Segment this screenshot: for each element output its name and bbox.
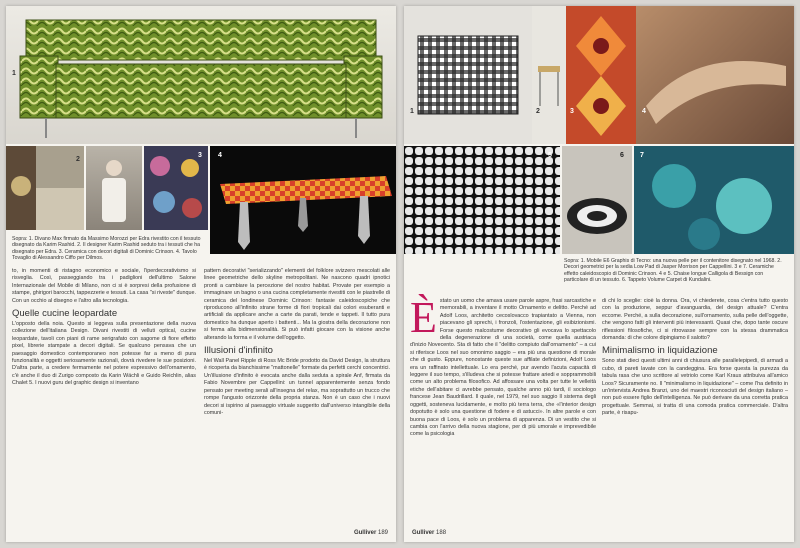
designer-figure [86, 146, 142, 230]
figure-number: 3 [570, 108, 574, 115]
paragraph: to, in momenti di ristagno economico e sociale, l'iperdecorativismo si risveglia. Così, passeggiando tra i padiglioni dell'ultimo Salone Internazionale del Mobile di Milano, non ci si è sorpresi della profusione di stampe, ghirigori barocchi, tappezzerie e tessuti. La casa "si riveste" dunque. Con un occhio al disegno e l'altro alla tecnologia. [12, 268, 196, 304]
magazine-name: Gulliver [412, 530, 435, 536]
table-illustration [210, 146, 396, 254]
page-number: 188 [436, 530, 447, 536]
right-column-2 [602, 298, 788, 530]
sofa-illustration [6, 6, 396, 144]
figure-number: 3 [198, 152, 202, 159]
figure-number: 7 [640, 152, 644, 159]
photo-designer [86, 146, 142, 230]
magazine-name: Gulliver [353, 530, 377, 536]
figure-number: 1 [12, 70, 16, 77]
photo-carpet [562, 146, 632, 254]
section-heading: Minimalismo in liquidazione [602, 345, 718, 357]
paragraph: L'opposto della noia. Questo si leggeva sulla presentazione della nuova collezione dell'italiana Design. Divani rivestiti di velluti optical, cucine leopardate, tavoli con piani di rame serigrafato con sagome di fiore effetto pixel, librerie stampate a decori digitali. Se qualcuno pensava che un paesaggio domestico contemporaneo non potesse far a meno di pura funzionalità e oggetti seriosamente razionali, dovrà rivedere le sue posizioni. D'altra parte, a credere fermamente nel potere espressivo dell'ornamento, c'è anche il duo di Zurigo composto da Karin Wächli e Guido Reichlin, alias Chalet 5. I nuovi guru del graphic design si inventano [12, 321, 196, 387]
photo-fabrics [6, 146, 84, 230]
figure-number: 2 [536, 108, 540, 115]
paragraph: Sono stati dieci questi ultimi anni di chiusura alle parallelepipedi, di armadi a cubo, di pareti lavate con la candeggina. Era forse questa la purezza da tabula rasa che uno scrittore al vetriolo come Karl Kraus attribuiva all'amico Loos? Sicuramente no. Il "minimalismo in liquidazione" – come l'ha definito in un'intervista Andrea Branzi, uno dei maestri riconosciuti del design italiano – non può essere figlio dell'intelligenza. Ne può derivare da una corretta pratica progettuale. Semmai, si tratta di una comoda pratica commerciale. D'altra parte, è risapu- [602, 358, 788, 417]
photo-cabinet [404, 6, 532, 144]
left-page [6, 6, 396, 542]
figure-number: 1 [410, 108, 414, 115]
section-heading: Illusioni d'infinito [204, 345, 273, 357]
photo-kaleidoscope [566, 6, 636, 144]
carpet-illustration [562, 146, 632, 254]
figure-number: 4 [218, 152, 222, 159]
photo-optical-fabric [404, 146, 560, 254]
cabinet-illustration [404, 6, 532, 144]
kaleidoscope-pattern [566, 6, 636, 144]
page-folio [354, 530, 388, 536]
fabric-swatches [6, 146, 84, 230]
drop-cap: È [410, 293, 437, 342]
paragraph: di chi lo sceglie: cioè la donna. Ora, vi chiederete, cosa c'entra tutto questo con la produzione, seppur d'avanguardia, del design attuale? C'entra eccome. Perché, a sulla decorazione, sull'ornamento, sulla pelle dell'oggette, che vengono fatti gli interventi più interessanti. Quasi che, dopo tante oscure riflessioni filosofiche, ci si ritrovasse sempre con la stessa drammatica domanda: di che colore dipingiamo il salotto? [602, 298, 788, 342]
chaise-illustration [636, 6, 794, 144]
photo-sofa [6, 6, 396, 144]
section-heading: Quelle cucine leopardate [12, 308, 118, 320]
optical-pattern [404, 146, 560, 254]
photo-chair [532, 6, 566, 144]
photo-chaise-longue [636, 6, 794, 144]
figure-number: 2 [76, 156, 80, 163]
figure-number: 6 [620, 152, 624, 159]
left-column-2 [204, 268, 390, 530]
photo-ceramic-blue [634, 146, 794, 254]
paragraph: pattern decorativi "serializzando" elementi del folklore svizzero mescolati alle linee geometriche dello skyline metropolitani. Ne nascono quadri ipnotici pronti a cambiare la percezione del nostro habitat. Provate per esempio a immaginare un bagno o una cucina completamente rivestiti con le piastrelle di ceramica del londinese Dominic Crinson: fantasie caleidoscopiche che riproducono all'infinito strane forme di fiori tropicali dai colori esuberanti e artificiali da applicare anche a carte da parati, tende e tappeti. Il tutto pura domestico ha dunque aperto i battenti... Ma la giostra della decorazione non si ferma alla bidimensionalità. Si può infatti giocare con la visione anche alterando la forma e il volume dell'oggetto. [204, 268, 390, 341]
right-column-1 [410, 293, 596, 530]
paragraph: Nel Wall Panel Ripple di Ross Mc Bride prodotto da David Design, la struttura è ricoperta da bianchissime "mattonelle" formate da perfetti cerchi concentrici. Un'illusione d'infinito è evocata anche dalla seduta a spirale Anf, firmata da Fabio Novembre per Cappellini: un tunnel apparentemente senza fondo pensato per meeting serali all'insegna del relax, ma soprattutto un trucco che rompe l'angusto orizzonte della propria stanza. Non è un caso che i nuovi decori si ispirino al paesaggio virtuale suggerito dall'universo intangibile della comuni- [204, 358, 390, 416]
left-column-1 [12, 268, 196, 530]
right-page [404, 6, 794, 542]
paragraph: stato un uomo che amava usare parole aspre, frasi sarcastiche e memorabili, a inventare il motto Ornamento e delitto. Perché ad Adolf Loos, architetto cecoslovacco trapiantato a Vienna, non piacevano gli sprechi, i fronzoli, l'ostentazione, gli esibizionismi. Forse questo malcostume decorativo gli evocava lo spettacolo della degenerazione di una società, come quella austriaca d'inizio Novecento. Sta di fatto che il "delitto compiuto dall'ornamento" – a cui si riferisce Loos nel suo omonimo saggio – era più una questione di morale che di gusto. Eppure, nonostante queste sue affilate definizioni, Adolf Loos era un raffinato intellettuale. Lo era perché, pur avendo l'acuta capacità di leggere il suo tempo, s'illudeva che si potesse frattare ariedi e sopprammobili come un alto problema filosofico. Ad affossare una volta per tutte le velleità etiche dell'abitare ci avrebbe pensato, qualche anno più tardi, il sociologo francese Jean Baudrillard. Il quale, nel 1979, nel suo saggio Il sistema degli oggetti, sosteneva lucidamente, e molto più terra terra, che «l'interior design dopotutto è solo una questione di fodere e di astucci». In altre parole e con buona pace di Loos, è solo un problema di apparenza. Di un vestito che si cambia con l'arrivo della nuova stagione, per di più umorale e imprevedibile come la psicologia [410, 298, 596, 438]
photo-table [210, 146, 396, 254]
caption: Sopra: 1. Mobile E6 Graphis di Tecno: una nuova pelle per il contenitore disegnato nel 1968. 2. Decori geometrici per la sedia Low Pad di Jasper Morrison per Cappellini. 3 e 7. Ceramiche effetto caleidoscopio di Dominic Crinson. 4 e 5. Chaise longue Calligola di Bessign con particolare di un tessuto. 6. Tappeto Volume Carpet di Kundalini. [564, 258, 782, 284]
page-number: 189 [377, 530, 388, 536]
figure-number: 5 [548, 152, 552, 159]
caption: Sopra: 1. Divano Max firmato da Massimo Morozzi per Edra rivestito con il tessuto disegnato da Karim Rashid. 2. Il designer Karim Rashid seduto tra i tessuti che ha disegnato per Edra. 3. Ceramica con decori digitali di Dominic Crinson. 4. Tavolo Tovaglio di Alessandro Ciffo per Dilmos. [12, 236, 201, 262]
chair-illustration [532, 6, 566, 144]
figure-number: 4 [642, 108, 646, 115]
blue-ceramic-pattern [634, 146, 794, 254]
page-folio [412, 530, 446, 536]
